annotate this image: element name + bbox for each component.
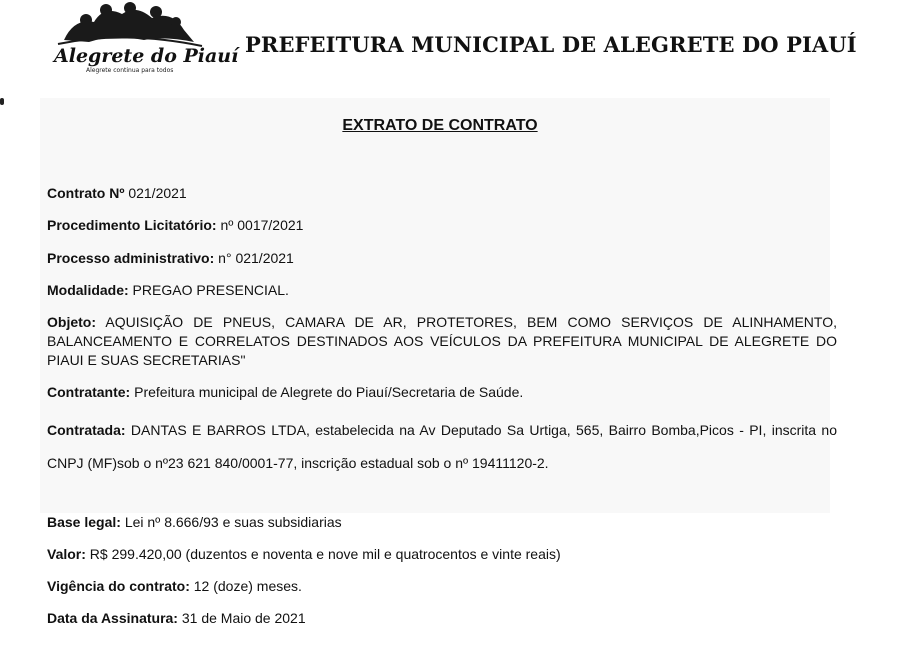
field-valor-label: Valor: xyxy=(47,546,86,562)
field-modalidade-value: PREGAO PRESENCIAL. xyxy=(128,282,289,298)
field-objeto xyxy=(47,313,837,370)
field-objeto-value: AQUISIÇÃO DE PNEUS, CAMARA DE AR, PROTETORES, BEM COMO SERVIÇOS DE ALINHAMENTO, BALANCEAMENTO E CORRELATOS DESTINADOS AOS VEÍCULOS DA PREFEITURA MUNICIPAL DE ALEGRETE DO PIAUI E SUAS SECRETARIAS" xyxy=(47,314,837,368)
margin-mark xyxy=(0,98,4,105)
field-contratante xyxy=(47,382,837,403)
field-contratada-value: DANTAS E BARROS LTDA, estabelecida na Av Deputado Sa Urtiga, 565, Bairro Bomba,Picos - PI, inscrita no CNPJ (MF)sob o nº23 621 840/0001-77, inscrição estadual sob o nº 19411120-2. xyxy=(47,422,837,471)
field-vigencia xyxy=(47,576,837,597)
field-contratante-value: Prefeitura municipal de Alegrete do Piauí/Secretaria de Saúde. xyxy=(130,384,524,400)
field-procedimento-value: nº 0017/2021 xyxy=(216,217,304,233)
field-base-legal-label: Base legal: xyxy=(47,514,121,530)
field-processo-label: Processo administrativo: xyxy=(47,250,215,266)
municipal-logo xyxy=(44,0,239,80)
field-data-assinatura xyxy=(47,608,837,629)
field-contrato-value: 021/2021 xyxy=(124,185,187,201)
logo-tagline-text: Alegrete continua para todos xyxy=(86,67,174,74)
field-modalidade-label: Modalidade: xyxy=(47,282,129,298)
field-procedimento-label: Procedimento Licitatório: xyxy=(47,217,217,233)
field-data-assinatura-label: Data da Assinatura: xyxy=(47,610,178,626)
field-vigencia-value: 12 (doze) meses. xyxy=(189,578,302,594)
field-modalidade xyxy=(47,280,837,301)
logo-figures-icon xyxy=(58,2,202,46)
field-data-assinatura-value: 31 de Maio de 2021 xyxy=(177,610,306,626)
field-base-legal xyxy=(47,512,837,533)
field-objeto-label: Objeto: xyxy=(47,314,96,330)
field-vigencia-label: Vigência do contrato: xyxy=(47,578,190,594)
field-contratada-label: Contratada: xyxy=(47,422,126,438)
field-valor xyxy=(47,544,837,565)
document-title: EXTRATO DE CONTRATO xyxy=(342,117,538,134)
field-processo xyxy=(47,248,837,269)
field-contratada xyxy=(47,414,837,480)
field-processo-value: n° 021/2021 xyxy=(214,250,294,266)
municipality-header-title: PREFEITURA MUNICIPAL DE ALEGRETE DO PIAUÍ xyxy=(245,32,857,57)
field-base-legal-value: Lei nº 8.666/93 e suas subsidiarias xyxy=(120,514,342,530)
logo-script-text: Alegrete do Piauí xyxy=(54,45,239,67)
field-valor-value: R$ 299.420,00 (duzentos e noventa e nove mil e quatrocentos e vinte reais) xyxy=(85,546,561,562)
field-contrato xyxy=(47,183,837,204)
field-contratante-label: Contratante: xyxy=(47,384,131,400)
field-procedimento xyxy=(47,215,837,236)
field-contrato-label: Contrato Nº xyxy=(47,185,125,201)
